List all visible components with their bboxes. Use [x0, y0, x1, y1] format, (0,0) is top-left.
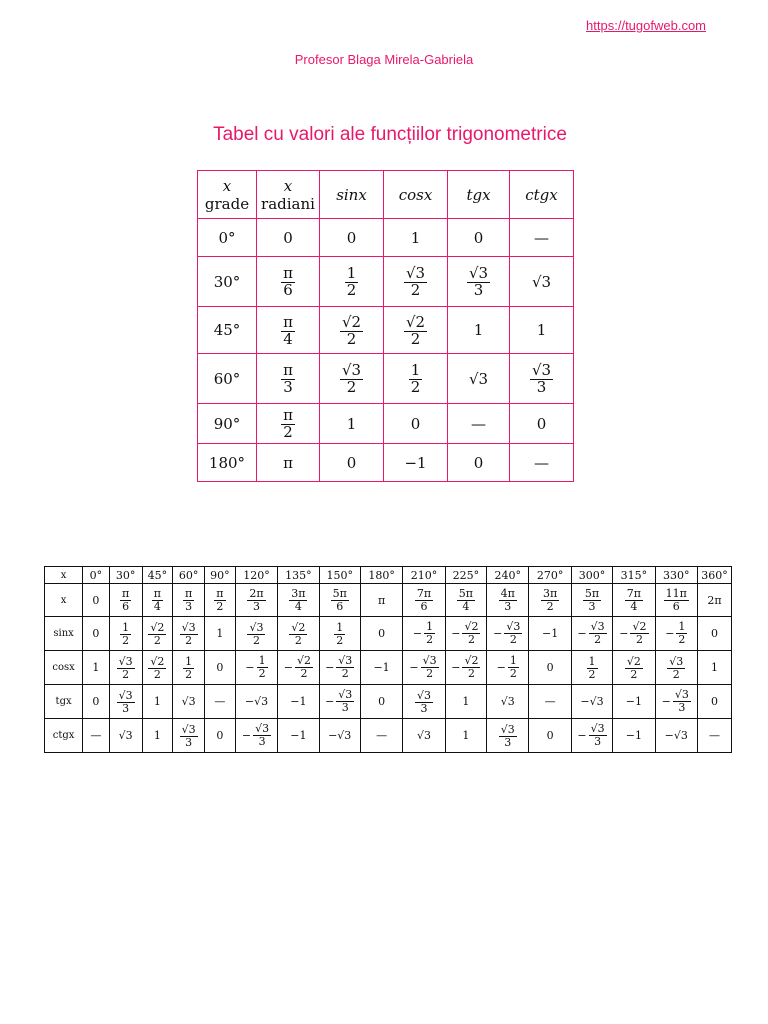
- table-cell: 0: [360, 617, 402, 651]
- row-label: cosx: [45, 651, 83, 685]
- fraction-value: $\frac{√3}{3}$: [416, 688, 431, 715]
- table-cell: [655, 617, 697, 651]
- table-cell: −1: [384, 444, 448, 482]
- table-cell: 0: [698, 685, 732, 719]
- table-row: [198, 307, 574, 354]
- table-cell: 300°: [571, 567, 612, 584]
- table-cell: 315°: [613, 567, 655, 584]
- table-cell: 0°: [198, 219, 257, 257]
- table-cell: 0: [529, 651, 571, 685]
- fraction-value: $\frac{√3}{3}$: [531, 361, 552, 396]
- fraction-value: $\frac{√3}{2}$: [405, 264, 426, 299]
- fraction-value: $\frac{5\pi}{3}$: [584, 587, 600, 613]
- table-cell: [445, 651, 486, 685]
- table-cell: [257, 257, 320, 307]
- table-cell: √3: [448, 354, 510, 404]
- table-cell: 1: [142, 719, 173, 753]
- table-cell: [445, 617, 486, 651]
- table-cell: [384, 307, 448, 354]
- fraction-value: − $\frac{√3}{3}$: [325, 688, 353, 714]
- table-cell: [320, 354, 384, 404]
- fraction-value: $\frac{1}{2}$: [336, 620, 344, 647]
- table-row: [45, 685, 732, 719]
- fraction-value: $\frac{√3}{2}$: [118, 654, 133, 681]
- header-cell: cosx: [384, 171, 448, 219]
- fraction-value: $\frac{\pi}{4}$: [153, 587, 161, 613]
- fraction-value: $\frac{11\pi}{6}$: [665, 587, 687, 613]
- fraction-value: $\frac{\pi}{6}$: [283, 264, 293, 299]
- table-cell: 0: [320, 219, 384, 257]
- table-cell: 1: [205, 617, 236, 651]
- table-cell: 30°: [198, 257, 257, 307]
- table-cell: [173, 651, 205, 685]
- fraction-value: $\frac{2\pi}{3}$: [249, 587, 264, 613]
- fraction-value: $\frac{4\pi}{3}$: [500, 587, 515, 613]
- fraction-value: $\frac{3\pi}{4}$: [291, 587, 306, 613]
- table-row: [198, 257, 574, 307]
- fraction-value: $\frac{√3}{3}$: [118, 688, 133, 715]
- table-cell: [235, 584, 277, 617]
- table-cell: —: [205, 685, 236, 719]
- table-cell: [319, 651, 360, 685]
- table-cell: 240°: [487, 567, 529, 584]
- fraction-value: − $\frac{√2}{2}$: [619, 620, 647, 646]
- fraction-value: $\frac{√3}{2}$: [341, 361, 362, 396]
- fraction-value: − $\frac{√3}{3}$: [241, 722, 270, 748]
- table-cell: −√3: [235, 685, 277, 719]
- table-cell: —: [448, 404, 510, 444]
- table-cell: 180°: [198, 444, 257, 482]
- table-cell: [109, 584, 142, 617]
- table-cell: [487, 719, 529, 753]
- table-cell: √3: [173, 685, 205, 719]
- table-cell: 0: [360, 685, 402, 719]
- table-cell: 0: [257, 219, 320, 257]
- table-cell: 135°: [278, 567, 319, 584]
- table-cell: 210°: [403, 567, 445, 584]
- table-row: [45, 584, 732, 617]
- table-cell: [448, 257, 510, 307]
- fraction-value: $\frac{√3}{3}$: [500, 722, 515, 749]
- row-label: x: [45, 567, 83, 584]
- table-row: [45, 567, 732, 584]
- fraction-value: $\frac{√3}{2}$: [249, 620, 264, 647]
- fraction-value: − $\frac{1}{2}$: [496, 654, 517, 680]
- table-cell: [257, 404, 320, 444]
- table-cell: 150°: [319, 567, 360, 584]
- table-cell: [142, 584, 173, 617]
- fraction-value: − $\frac{√3}{2}$: [493, 620, 521, 646]
- table-cell: 0: [510, 404, 574, 444]
- fraction-value: − $\frac{√3}{3}$: [661, 688, 689, 714]
- table-cell: —: [529, 685, 571, 719]
- fraction-value: $\frac{5\pi}{6}$: [332, 587, 347, 613]
- table-cell: −√3: [571, 685, 612, 719]
- fraction-value: $\frac{√3}{3}$: [181, 722, 196, 749]
- table-cell: 0: [529, 719, 571, 753]
- fraction-value: − $\frac{√2}{2}$: [451, 654, 479, 680]
- table-cell: 60°: [173, 567, 205, 584]
- table-cell: 2π: [698, 584, 732, 617]
- fraction-value: − $\frac{√3}{2}$: [577, 620, 605, 646]
- table-cell: 0: [83, 584, 110, 617]
- table-cell: [384, 257, 448, 307]
- trig-values-table: [197, 170, 574, 482]
- table-cell: [319, 685, 360, 719]
- table-cell: 45°: [198, 307, 257, 354]
- table-cell: 0: [205, 651, 236, 685]
- row-label: tgx: [45, 685, 83, 719]
- table-cell: [403, 584, 445, 617]
- table-cell: [445, 584, 486, 617]
- table-cell: 1: [142, 685, 173, 719]
- table-cell: [320, 257, 384, 307]
- table-cell: 0: [448, 444, 510, 482]
- fraction-value: − $\frac{1}{2}$: [245, 654, 266, 680]
- table-cell: √3: [109, 719, 142, 753]
- fraction-value: $\frac{3\pi}{2}$: [543, 587, 558, 613]
- header-cell: x radiani: [257, 171, 320, 219]
- fraction-value: $\frac{\pi}{3}$: [185, 587, 193, 613]
- table-cell: 1: [698, 651, 732, 685]
- table-cell: 225°: [445, 567, 486, 584]
- fraction-value: $\frac{√2}{2}$: [341, 312, 362, 348]
- table-cell: 60°: [198, 354, 257, 404]
- page-title: Tabel cu valori ale funcțiilor trigonometrice: [213, 124, 567, 145]
- table-cell: —: [510, 444, 574, 482]
- header-cell: sinx: [320, 171, 384, 219]
- table-cell: −1: [278, 685, 319, 719]
- table-cell: [173, 617, 205, 651]
- table-cell: −1: [360, 651, 402, 685]
- table-cell: 180°: [360, 567, 402, 584]
- fraction-value: $\frac{1}{2}$: [410, 361, 421, 396]
- table-row: [198, 354, 574, 404]
- table-cell: 1: [83, 651, 110, 685]
- table-cell: [109, 651, 142, 685]
- table-cell: [571, 617, 612, 651]
- table-cell: [655, 584, 697, 617]
- fraction-value: $\frac{√2}{2}$: [405, 312, 426, 348]
- table-cell: [319, 617, 360, 651]
- table-cell: √3: [510, 257, 574, 307]
- fraction-value: $\frac{\pi}{4}$: [283, 312, 293, 348]
- table-cell: [278, 584, 319, 617]
- table-cell: [235, 651, 277, 685]
- header-cell: ctgx: [510, 171, 574, 219]
- fraction-value: − $\frac{√3}{2}$: [325, 654, 353, 680]
- site-link[interactable]: https://tugofweb.com: [586, 18, 706, 33]
- row-label: x: [45, 584, 83, 617]
- table-cell: 1: [320, 404, 384, 444]
- table-row: [198, 404, 574, 444]
- table-cell: 270°: [529, 567, 571, 584]
- table-cell: [571, 651, 612, 685]
- fraction-value: − $\frac{1}{2}$: [665, 620, 686, 646]
- table-header-row: [198, 171, 574, 219]
- table-cell: 0: [320, 444, 384, 482]
- table-cell: 30°: [109, 567, 142, 584]
- table-row: [198, 444, 574, 482]
- fraction-value: − $\frac{√2}{2}$: [283, 654, 311, 680]
- header-cell: x grade: [198, 171, 257, 219]
- table-cell: —: [510, 219, 574, 257]
- fraction-value: $\frac{1}{2}$: [185, 654, 193, 681]
- fraction-value: $\frac{\pi}{6}$: [121, 587, 130, 613]
- table-cell: [109, 617, 142, 651]
- fraction-value: − $\frac{1}{2}$: [412, 620, 434, 646]
- table-cell: −1: [278, 719, 319, 753]
- table-cell: 1: [448, 307, 510, 354]
- table-cell: 0: [205, 719, 236, 753]
- table-cell: [142, 617, 173, 651]
- author-name: Profesor Blaga Mirela-Gabriela: [294, 52, 474, 67]
- table-cell: [510, 354, 574, 404]
- table-cell: 90°: [198, 404, 257, 444]
- table-cell: [142, 651, 173, 685]
- table-cell: 360°: [698, 567, 732, 584]
- table-cell: [613, 617, 655, 651]
- table-cell: 45°: [142, 567, 173, 584]
- table-cell: 0: [83, 685, 110, 719]
- table-cell: [257, 354, 320, 404]
- table-cell: π: [360, 584, 402, 617]
- table-cell: [487, 584, 529, 617]
- fraction-value: $\frac{√3}{3}$: [468, 264, 489, 299]
- table-cell: 0°: [83, 567, 110, 584]
- fraction-value: − $\frac{√2}{2}$: [451, 620, 479, 646]
- fraction-value: $\frac{\pi}{2}$: [283, 406, 293, 441]
- table-cell: [613, 584, 655, 617]
- fraction-value: $\frac{1}{2}$: [122, 620, 130, 647]
- table-cell: [655, 685, 697, 719]
- header-cell: tgx: [448, 171, 510, 219]
- table-cell: −√3: [319, 719, 360, 753]
- table-cell: [235, 617, 277, 651]
- table-cell: −√3: [655, 719, 697, 753]
- extended-trig-table: [44, 566, 732, 753]
- table-cell: 1: [384, 219, 448, 257]
- table-cell: [235, 719, 277, 753]
- table-cell: 0: [698, 617, 732, 651]
- table-cell: √3: [487, 685, 529, 719]
- table-cell: 1: [510, 307, 574, 354]
- row-label: ctgx: [45, 719, 83, 753]
- table-cell: —: [360, 719, 402, 753]
- table-cell: [109, 685, 142, 719]
- fraction-value: − $\frac{√3}{3}$: [577, 722, 605, 748]
- fraction-value: $\frac{√2}{2}$: [626, 654, 641, 681]
- fraction-value: $\frac{√2}{2}$: [150, 620, 165, 647]
- fraction-value: $\frac{1}{2}$: [346, 264, 357, 299]
- fraction-value: − $\frac{√3}{2}$: [409, 654, 437, 680]
- fraction-value: $\frac{√3}{2}$: [669, 654, 684, 681]
- table-cell: 120°: [235, 567, 277, 584]
- table-cell: —: [698, 719, 732, 753]
- table-cell: [613, 651, 655, 685]
- fraction-value: $\frac{1}{2}$: [588, 654, 596, 681]
- table-cell: [320, 307, 384, 354]
- table-cell: [384, 354, 448, 404]
- fraction-value: $\frac{√3}{2}$: [181, 620, 196, 647]
- table-cell: 90°: [205, 567, 236, 584]
- fraction-value: $\frac{5\pi}{4}$: [458, 587, 473, 613]
- table-cell: 0: [448, 219, 510, 257]
- table-cell: [278, 651, 319, 685]
- table-row: [198, 219, 574, 257]
- table-cell: [173, 719, 205, 753]
- table-cell: −1: [529, 617, 571, 651]
- table-cell: 1: [445, 719, 486, 753]
- fraction-value: $\frac{7\pi}{4}$: [626, 587, 641, 613]
- table-cell: 0: [384, 404, 448, 444]
- table-cell: [655, 651, 697, 685]
- table-cell: 1: [445, 685, 486, 719]
- table-cell: [278, 617, 319, 651]
- table-cell: [571, 584, 612, 617]
- table-cell: —: [83, 719, 110, 753]
- table-cell: [403, 651, 445, 685]
- table-cell: π: [257, 444, 320, 482]
- table-cell: [257, 307, 320, 354]
- table-cell: [487, 651, 529, 685]
- table-cell: −1: [613, 719, 655, 753]
- table-row: [45, 651, 732, 685]
- table-cell: −1: [613, 685, 655, 719]
- row-label: sinx: [45, 617, 83, 651]
- table-cell: √3: [403, 719, 445, 753]
- table-cell: [487, 617, 529, 651]
- fraction-value: $\frac{\pi}{2}$: [216, 587, 224, 613]
- fraction-value: $\frac{7\pi}{6}$: [416, 587, 432, 613]
- table-cell: 330°: [655, 567, 697, 584]
- fraction-value: $\frac{√2}{2}$: [291, 620, 306, 647]
- table-cell: [403, 617, 445, 651]
- table-cell: [205, 584, 236, 617]
- table-cell: [529, 584, 571, 617]
- fraction-value: $\frac{\pi}{3}$: [283, 361, 293, 396]
- table-cell: [173, 584, 205, 617]
- table-cell: [571, 719, 612, 753]
- table-row: [45, 617, 732, 651]
- table-cell: [319, 584, 360, 617]
- table-cell: 0: [83, 617, 110, 651]
- table-cell: [403, 685, 445, 719]
- table-row: [45, 719, 732, 753]
- fraction-value: $\frac{√2}{2}$: [150, 654, 165, 681]
